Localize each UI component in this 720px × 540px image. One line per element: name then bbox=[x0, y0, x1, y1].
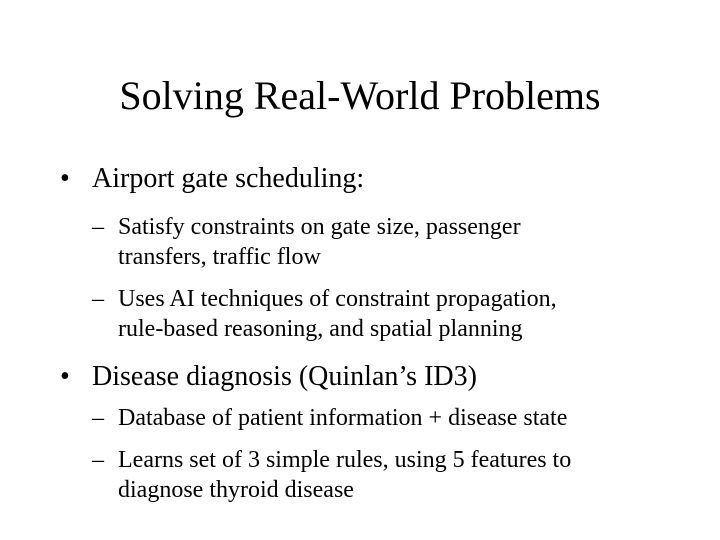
sub-bullet-line: transfers, traffic flow bbox=[118, 244, 321, 270]
bullet-icon: • bbox=[60, 163, 70, 194]
bullet-text: Airport gate scheduling: bbox=[92, 163, 365, 194]
slide-title: Solving Real-World Problems bbox=[119, 73, 601, 118]
sub-bullet-line: rule-based reasoning, and spatial planning bbox=[118, 316, 523, 342]
sub-bullet-line: Uses AI techniques of constraint propagation, bbox=[118, 286, 557, 312]
dash-icon: – bbox=[92, 447, 104, 473]
sub-bullet-line: diagnose thyroid disease bbox=[118, 477, 354, 503]
sub-bullet-line: Database of patient information + disease state bbox=[118, 405, 568, 431]
sub-bullet-line: Satisfy constraints on gate size, passenger bbox=[118, 214, 521, 240]
sub-bullet-line: Learns set of 3 simple rules, using 5 features to bbox=[118, 447, 572, 473]
dash-icon: – bbox=[92, 214, 104, 240]
bullet-text: Disease diagnosis (Quinlan’s ID3) bbox=[92, 361, 477, 392]
dash-icon: – bbox=[92, 405, 104, 431]
dash-icon: – bbox=[92, 286, 104, 312]
bullet-icon: • bbox=[60, 361, 70, 392]
